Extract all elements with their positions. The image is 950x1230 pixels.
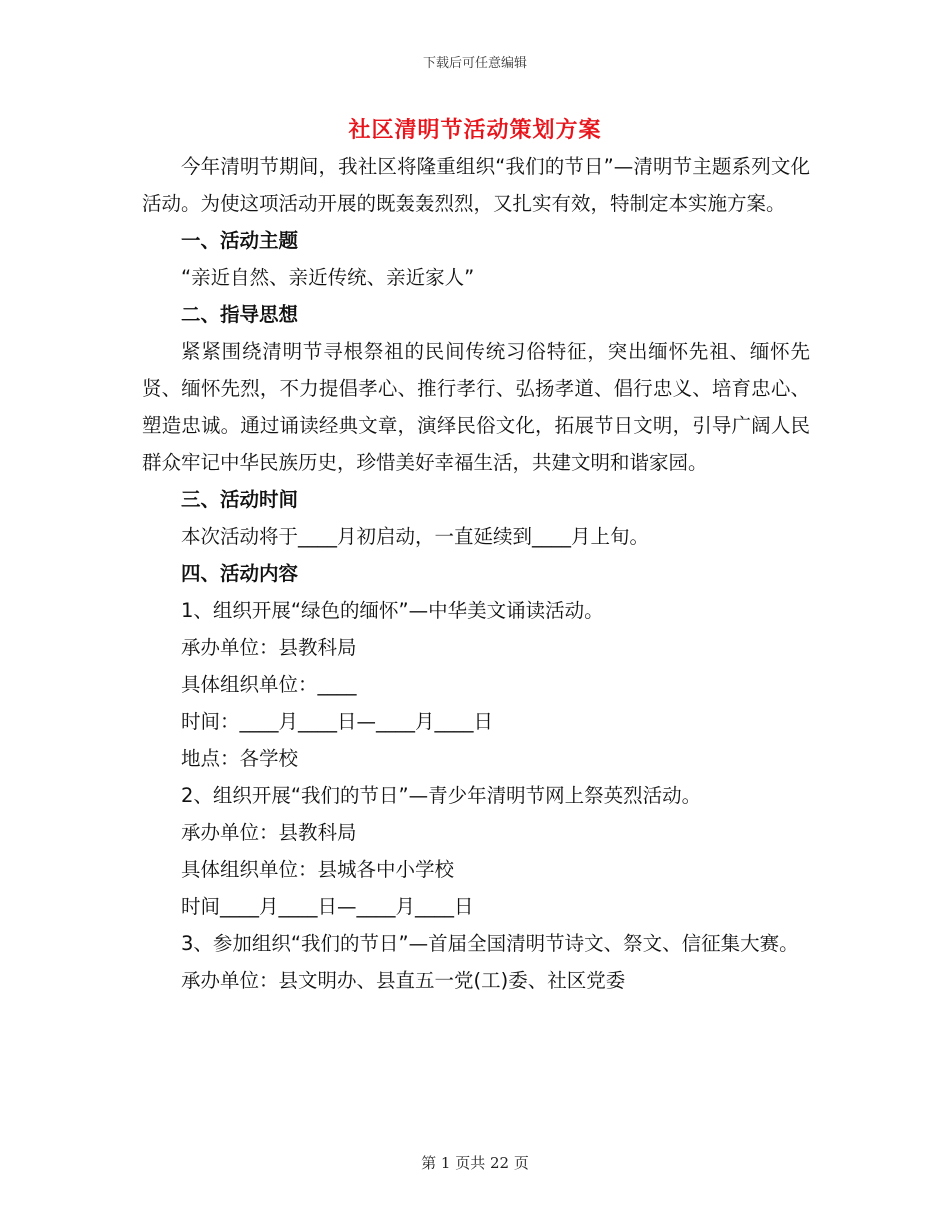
activity-2-title: 2、组织开展“我们的节日”—青少年清明节网上祭英烈活动。 [181, 784, 702, 807]
activity-2-time: 时间____月____日—____月____日 [181, 895, 474, 918]
section-heading-guidance: 二、指导思想 [181, 303, 299, 326]
activity-1-unit: 具体组织单位：____ [181, 673, 357, 696]
section-heading-content: 四、活动内容 [181, 562, 299, 585]
activity-1-organizer: 承办单位：县教科局 [181, 636, 357, 659]
document-body [142, 148, 810, 999]
time-text: 本次活动将于____月初启动，一直延续到____月上旬。 [181, 525, 650, 548]
section-heading-theme: 一、活动主题 [181, 229, 299, 252]
activity-1-title: 1、组织开展“绿色的缅怀”—中华美文诵读活动。 [181, 599, 604, 622]
document-title: 社区清明节活动策划方案 [348, 118, 602, 143]
activity-3-title: 3、参加组织“我们的节日”—首届全国清明节诗文、祭文、信征集大赛。 [181, 932, 799, 955]
page-footer-page-number: 第 1 页共 22 页 [421, 1154, 529, 1172]
section-heading-time: 三、活动时间 [181, 488, 299, 511]
activity-2-organizer: 承办单位：县教科局 [181, 821, 357, 844]
guidance-paragraph: 紧紧围绕清明节寻根祭祖的民间传统习俗特征，突出缅怀先祖、缅怀先贤、缅怀先烈，不力提倡孝心、推行孝行、弘扬孝道、倡行忠义、培育忠心、塑造忠诚。通过诵读经典文章，演绎民俗文化，拓展节日文明，引导广阔人民群众牢记中华民族历史，珍惜美好幸福生活，共建文明和谐家园。 [142, 340, 810, 474]
activity-3-organizer: 承办单位：县文明办、县直五一党(工)委、社区党委 [181, 969, 626, 992]
page-header-note: 下载后可任意编辑 [422, 56, 527, 71]
activity-1-location: 地点：各学校 [181, 747, 299, 770]
theme-text: “亲近自然、亲近传统、亲近家人” [181, 266, 475, 289]
activity-1-time: 时间：____月____日—____月____日 [181, 710, 494, 733]
activity-2-unit: 具体组织单位：县城各中小学校 [181, 858, 455, 881]
intro-paragraph: 今年清明节期间，我社区将隆重组织“我们的节日”—清明节主题系列文化活动。为使这项活动开展的既轰轰烈烈，又扎实有效，特制定本实施方案。 [142, 155, 810, 215]
